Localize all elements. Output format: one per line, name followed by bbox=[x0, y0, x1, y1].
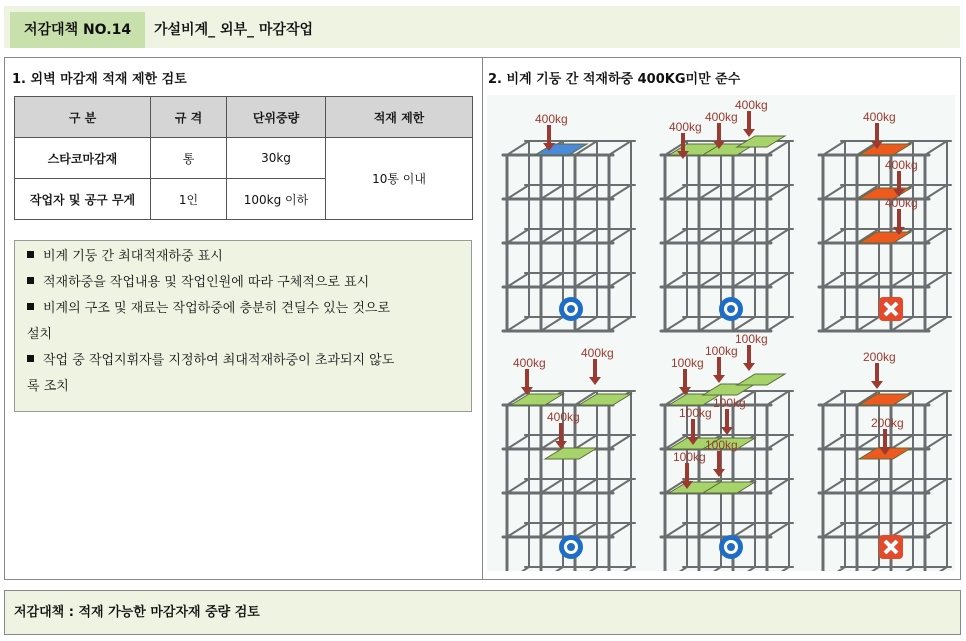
ok-mark-dot bbox=[567, 305, 575, 313]
scaffold-pipe bbox=[823, 523, 845, 537]
load-label: 100kg bbox=[671, 356, 704, 370]
note-text: 적재하중을 작업내용 및 작업인원에 따라 구체적으로 표시 bbox=[43, 275, 370, 290]
load-board bbox=[737, 374, 785, 385]
table-header-row bbox=[15, 97, 473, 138]
scaffold-pipe bbox=[925, 273, 947, 287]
scaffold-pipe bbox=[767, 391, 789, 405]
cell-spec: 1인 bbox=[151, 179, 227, 220]
scaffold-pipe bbox=[823, 141, 845, 155]
ok-mark-dot bbox=[567, 543, 575, 551]
bullet-icon bbox=[27, 251, 34, 258]
note-item bbox=[27, 348, 467, 374]
scaffold-pipe bbox=[891, 479, 913, 493]
scaffold-pipe bbox=[767, 185, 789, 199]
load-label: 100kg bbox=[679, 406, 712, 420]
load-arrow-head bbox=[713, 375, 725, 383]
load-label: 400kg bbox=[581, 346, 614, 360]
scaffold-pipe bbox=[609, 185, 631, 199]
scaffold-pipe bbox=[575, 185, 597, 199]
scaffold-pipe bbox=[925, 523, 947, 537]
load-arrow-head bbox=[743, 363, 755, 371]
scaffold-pipe bbox=[541, 317, 563, 331]
scaffold-pipe bbox=[609, 317, 631, 331]
note-text: 비계의 구조 및 재료는 작업하중에 충분히 견딜수 있는 것으로 bbox=[43, 301, 391, 316]
scaffold-pipe bbox=[925, 141, 947, 155]
scaffold-pipe bbox=[925, 435, 947, 449]
note-item bbox=[27, 296, 467, 322]
scaffold-pipe bbox=[699, 523, 721, 537]
load-board bbox=[703, 384, 755, 395]
scaffold-pipe bbox=[925, 479, 947, 493]
scaffold-pipe bbox=[857, 273, 879, 287]
load-arrow-head bbox=[721, 427, 733, 435]
scaffold-pipe bbox=[857, 435, 879, 449]
scaffold-pipe bbox=[575, 435, 597, 449]
header-bar bbox=[4, 6, 960, 48]
load-board bbox=[511, 394, 563, 405]
note-continuation: 록 조치 bbox=[27, 379, 69, 394]
cell-category: 스타코마감재 bbox=[15, 138, 151, 179]
scaffold-pipe bbox=[857, 523, 879, 537]
scaffold-pipe bbox=[823, 229, 845, 243]
scaffold-pipe bbox=[823, 391, 845, 405]
scaffold-pipe bbox=[507, 185, 529, 199]
note-item bbox=[27, 270, 467, 296]
col-unit-weight: 단위중량 bbox=[227, 97, 326, 138]
scaffold-pipe bbox=[665, 273, 687, 287]
cell-unit-weight: 100kg 이하 bbox=[227, 179, 326, 220]
scaffold-pipe bbox=[767, 479, 789, 493]
scaffold-pipe bbox=[733, 229, 755, 243]
measure-number: 저감대책 NO.14 bbox=[10, 12, 145, 48]
scaffold-illustration bbox=[487, 95, 955, 571]
scaffold-pipe bbox=[823, 273, 845, 287]
load-label: 100kg bbox=[673, 450, 706, 464]
load-label: 100kg bbox=[705, 438, 738, 452]
load-limit-table bbox=[14, 96, 473, 220]
scaffold-pipe bbox=[609, 141, 631, 155]
section1-title: 1. 외벽 마감재 적재 제한 검토 bbox=[12, 72, 187, 87]
load-arrow-head bbox=[713, 469, 725, 477]
scaffold-pipe bbox=[575, 523, 597, 537]
load-label: 400kg bbox=[547, 410, 580, 424]
scaffold-pipe bbox=[925, 391, 947, 405]
section2-title: 2. 비계 기둥 간 적재하중 400KG미만 준수 bbox=[488, 72, 741, 87]
notes-box bbox=[14, 240, 472, 412]
scaffold-pipe bbox=[609, 273, 631, 287]
scaffold-pipe bbox=[891, 523, 913, 537]
scaffold-pipe bbox=[541, 185, 563, 199]
scaffold-pipe bbox=[767, 317, 789, 331]
scaffold-load-diagram bbox=[487, 95, 955, 571]
note-text: 작업 중 작업지휘자를 지정하여 최대적재하중이 초과되지 않도 bbox=[43, 353, 395, 368]
load-label: 400kg bbox=[885, 196, 918, 210]
scaffold-pipe bbox=[925, 229, 947, 243]
scaffold-pipe bbox=[507, 479, 529, 493]
note-item bbox=[27, 244, 467, 270]
column-divider bbox=[482, 58, 483, 579]
scaffold-pipe bbox=[857, 317, 879, 331]
load-board bbox=[579, 394, 631, 405]
load-label: 400kg bbox=[863, 110, 896, 124]
cell-load-limit: 10통 이내 bbox=[326, 138, 473, 220]
scaffold-pipe bbox=[699, 273, 721, 287]
bullet-icon bbox=[27, 303, 34, 310]
load-label: 400kg bbox=[669, 120, 702, 134]
cell-spec: 통 bbox=[151, 138, 227, 179]
scaffold-pipe bbox=[665, 317, 687, 331]
scaffold-pipe bbox=[925, 317, 947, 331]
load-label: 400kg bbox=[705, 110, 738, 124]
scaffold-pipe bbox=[665, 229, 687, 243]
scaffold-pipe bbox=[541, 273, 563, 287]
scaffold-pipe bbox=[609, 479, 631, 493]
scaffold-pipe bbox=[733, 523, 755, 537]
scaffold-pipe bbox=[857, 479, 879, 493]
load-label: 100kg bbox=[713, 396, 746, 410]
scaffold-pipe bbox=[767, 229, 789, 243]
cell-unit-weight: 30kg bbox=[227, 138, 326, 179]
load-arrow-head bbox=[871, 381, 883, 389]
scaffold-pipe bbox=[699, 185, 721, 199]
scaffold-pipe bbox=[609, 229, 631, 243]
main-panel bbox=[4, 57, 961, 580]
scaffold-pipe bbox=[507, 435, 529, 449]
scaffold-pipe bbox=[733, 273, 755, 287]
scaffold-pipe bbox=[609, 435, 631, 449]
scaffold-pipe bbox=[767, 523, 789, 537]
scaffold-pipe bbox=[823, 185, 845, 199]
measure-title: 가설비계_ 외부_ 마감작업 bbox=[154, 22, 313, 38]
load-label: 400kg bbox=[885, 158, 918, 172]
load-label: 100kg bbox=[705, 344, 738, 358]
load-label: 200kg bbox=[863, 350, 896, 364]
load-label: 100kg bbox=[735, 332, 768, 346]
scaffold-pipe bbox=[575, 479, 597, 493]
col-load-limit: 적재 제한 bbox=[326, 97, 473, 138]
scaffold-pipe bbox=[507, 523, 529, 537]
load-label: 400kg bbox=[735, 98, 768, 112]
scaffold-pipe bbox=[541, 229, 563, 243]
col-spec: 규 격 bbox=[151, 97, 227, 138]
load-arrow-head bbox=[589, 377, 601, 385]
scaffold-pipe bbox=[699, 317, 721, 331]
bullet-icon bbox=[27, 355, 34, 362]
load-arrow-head bbox=[743, 129, 755, 137]
scaffold-pipe bbox=[507, 141, 529, 155]
table-row bbox=[15, 138, 473, 179]
scaffold-pipe bbox=[699, 229, 721, 243]
scaffold-pipe bbox=[891, 273, 913, 287]
scaffold-pipe bbox=[609, 523, 631, 537]
scaffold-pipe bbox=[575, 273, 597, 287]
scaffold-pipe bbox=[575, 317, 597, 331]
scaffold-pipe bbox=[891, 435, 913, 449]
cell-category: 작업자 및 공구 무게 bbox=[15, 179, 151, 220]
load-label: 400kg bbox=[535, 112, 568, 126]
scaffold-pipe bbox=[575, 229, 597, 243]
ok-mark-dot bbox=[727, 543, 735, 551]
note-continuation: 설치 bbox=[27, 327, 53, 342]
scaffold-pipe bbox=[507, 229, 529, 243]
bullet-icon bbox=[27, 277, 34, 284]
scaffold-pipe bbox=[925, 185, 947, 199]
load-label: 200kg bbox=[871, 416, 904, 430]
scaffold-pipe bbox=[507, 317, 529, 331]
scaffold-pipe bbox=[665, 523, 687, 537]
scaffold-pipe bbox=[541, 523, 563, 537]
note-text: 비계 기둥 간 최대적재하중 표시 bbox=[43, 249, 223, 264]
load-label: 400kg bbox=[513, 356, 546, 370]
scaffold-pipe bbox=[541, 479, 563, 493]
scaffold-pipe bbox=[507, 273, 529, 287]
scaffold-pipe bbox=[823, 317, 845, 331]
scaffold-pipe bbox=[767, 273, 789, 287]
scaffold-pipe bbox=[823, 435, 845, 449]
scaffold-pipe bbox=[823, 479, 845, 493]
scaffold-pipe bbox=[733, 185, 755, 199]
scaffold-pipe bbox=[665, 185, 687, 199]
ok-mark-dot bbox=[727, 305, 735, 313]
scaffold-pipe bbox=[767, 435, 789, 449]
footer-bar: 저감대책 : 적재 가능한 마감자재 중량 검토 bbox=[4, 590, 961, 635]
col-category: 구 분 bbox=[15, 97, 151, 138]
